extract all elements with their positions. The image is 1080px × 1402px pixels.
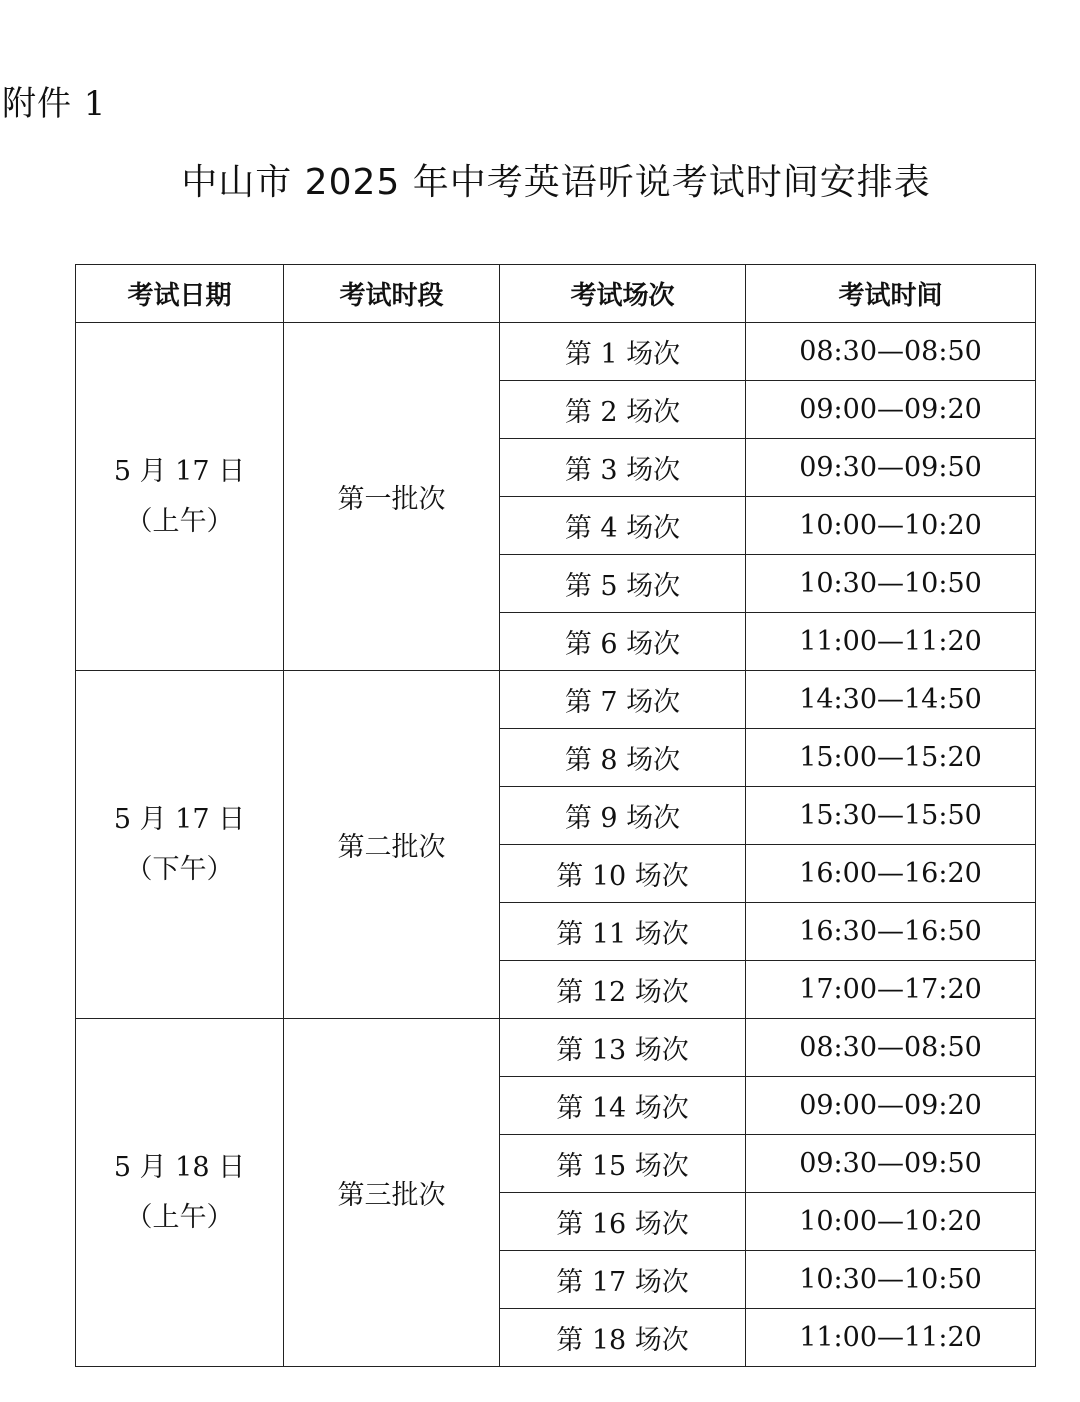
exam-time: 11:00—11:20	[746, 613, 1036, 671]
exam-time: 11:00—11:20	[746, 1309, 1036, 1367]
exam-session: 第 16 场次	[500, 1193, 746, 1251]
exam-date-cell	[76, 1019, 284, 1367]
page-title: 中山市 2025 年中考英语听说考试时间安排表	[181, 162, 931, 203]
exam-time: 15:30—15:50	[746, 787, 1036, 845]
exam-time: 15:00—15:20	[746, 729, 1036, 787]
exam-session: 第 2 场次	[500, 381, 746, 439]
exam-batch: 第二批次	[284, 671, 500, 1019]
exam-time: 09:30—09:50	[746, 439, 1036, 497]
exam-time: 09:00—09:20	[746, 1077, 1036, 1135]
exam-session: 第 12 场次	[500, 961, 746, 1019]
exam-time: 17:00—17:20	[746, 961, 1036, 1019]
exam-session: 第 11 场次	[500, 903, 746, 961]
exam-time: 14:30—14:50	[746, 671, 1036, 729]
table-row	[76, 1019, 1036, 1077]
exam-date: 5 月 17 日	[113, 455, 246, 487]
header-exam-session: 考试场次	[500, 265, 746, 323]
exam-session: 第 4 场次	[500, 497, 746, 555]
exam-session: 第 9 场次	[500, 787, 746, 845]
exam-time: 09:30—09:50	[746, 1135, 1036, 1193]
exam-date-cell	[76, 671, 284, 1019]
exam-schedule-table	[75, 264, 1036, 1367]
exam-time: 08:30—08:50	[746, 323, 1036, 381]
exam-session: 第 6 场次	[500, 613, 746, 671]
exam-session: 第 8 场次	[500, 729, 746, 787]
exam-date-cell	[76, 323, 284, 671]
exam-session: 第 1 场次	[500, 323, 746, 381]
exam-time: 10:30—10:50	[746, 555, 1036, 613]
exam-time: 16:30—16:50	[746, 903, 1036, 961]
table-row	[76, 323, 1036, 381]
exam-session: 第 13 场次	[500, 1019, 746, 1077]
table-header-row	[76, 265, 1036, 323]
exam-batch: 第三批次	[284, 1019, 500, 1367]
header-exam-date: 考试日期	[76, 265, 284, 323]
exam-batch: 第一批次	[284, 323, 500, 671]
exam-half-day: （下午）	[125, 853, 234, 885]
exam-session: 第 5 场次	[500, 555, 746, 613]
table-row	[76, 671, 1036, 729]
header-exam-time: 考试时间	[746, 265, 1036, 323]
exam-session: 第 18 场次	[500, 1309, 746, 1367]
exam-session: 第 10 场次	[500, 845, 746, 903]
exam-date: 5 月 17 日	[113, 803, 246, 835]
attachment-label: 附件 1	[2, 84, 107, 124]
exam-time: 16:00—16:20	[746, 845, 1036, 903]
exam-time: 09:00—09:20	[746, 381, 1036, 439]
exam-time: 10:30—10:50	[746, 1251, 1036, 1309]
header-exam-period: 考试时段	[284, 265, 500, 323]
exam-session: 第 14 场次	[500, 1077, 746, 1135]
exam-half-day: （上午）	[125, 1201, 234, 1233]
exam-session: 第 3 场次	[500, 439, 746, 497]
exam-session: 第 17 场次	[500, 1251, 746, 1309]
exam-time: 10:00—10:20	[746, 497, 1036, 555]
exam-time: 08:30—08:50	[746, 1019, 1036, 1077]
exam-half-day: （上午）	[125, 505, 234, 537]
exam-session: 第 15 场次	[500, 1135, 746, 1193]
exam-session: 第 7 场次	[500, 671, 746, 729]
exam-time: 10:00—10:20	[746, 1193, 1036, 1251]
exam-date: 5 月 18 日	[113, 1151, 246, 1183]
